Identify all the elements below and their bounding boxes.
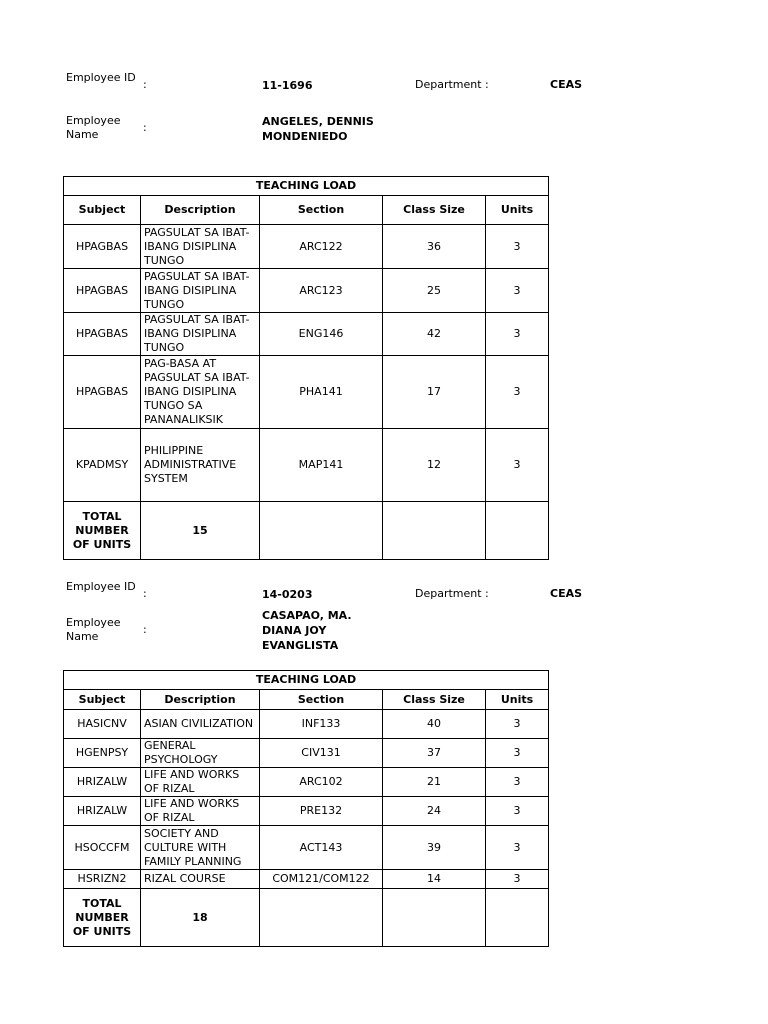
cell-units: 3 bbox=[486, 710, 549, 739]
employee-name-colon: : bbox=[143, 623, 147, 636]
cell-subject: HGENPSY bbox=[64, 739, 141, 768]
cell-class-size: 37 bbox=[383, 739, 486, 768]
header-subject: Subject bbox=[64, 196, 141, 225]
table-title: TEACHING LOAD bbox=[64, 177, 549, 196]
cell-units: 3 bbox=[486, 429, 549, 502]
department-value: CEAS bbox=[550, 78, 583, 91]
cell-section: ARC102 bbox=[260, 768, 383, 797]
cell-subject: HPAGBAS bbox=[64, 356, 141, 429]
department-label: Department : bbox=[415, 587, 489, 600]
cell-subject: HPAGBAS bbox=[64, 269, 141, 313]
table-row bbox=[64, 313, 549, 356]
header-section: Section bbox=[260, 196, 383, 225]
cell-section: INF133 bbox=[260, 710, 383, 739]
total-row bbox=[64, 889, 549, 947]
cell-section: ARC122 bbox=[260, 225, 383, 269]
table-row bbox=[64, 225, 549, 269]
cell-section: PRE132 bbox=[260, 797, 383, 826]
table-row bbox=[64, 269, 549, 313]
table-row bbox=[64, 710, 549, 739]
cell-subject: HSOCCFM bbox=[64, 826, 141, 870]
table-row bbox=[64, 429, 549, 502]
cell-subject: HRIZALW bbox=[64, 768, 141, 797]
cell-class-size: 42 bbox=[383, 313, 486, 356]
cell-section: ENG146 bbox=[260, 313, 383, 356]
cell-units: 3 bbox=[486, 225, 549, 269]
teaching-load-table-2 bbox=[63, 670, 549, 947]
empty-cell bbox=[260, 502, 383, 560]
cell-units: 3 bbox=[486, 356, 549, 429]
cell-class-size: 40 bbox=[383, 710, 486, 739]
total-units-value: 18 bbox=[141, 889, 260, 947]
cell-section: ARC123 bbox=[260, 269, 383, 313]
cell-class-size: 12 bbox=[383, 429, 486, 502]
cell-units: 3 bbox=[486, 797, 549, 826]
cell-class-size: 17 bbox=[383, 356, 486, 429]
total-units-label: TOTAL NUMBER OF UNITS bbox=[64, 889, 141, 947]
cell-units: 3 bbox=[486, 269, 549, 313]
header-subject: Subject bbox=[64, 690, 141, 710]
cell-subject: HPAGBAS bbox=[64, 313, 141, 356]
empty-cell bbox=[383, 502, 486, 560]
cell-class-size: 25 bbox=[383, 269, 486, 313]
cell-description: LIFE AND WORKS OF RIZAL bbox=[141, 768, 260, 797]
table-row bbox=[64, 356, 549, 429]
header-units: Units bbox=[486, 690, 549, 710]
employee-id-label: Employee ID bbox=[66, 71, 136, 84]
cell-description: SOCIETY AND CULTURE WITH FAMILY PLANNING bbox=[141, 826, 260, 870]
total-units-label: TOTAL NUMBER OF UNITS bbox=[64, 502, 141, 560]
cell-class-size: 36 bbox=[383, 225, 486, 269]
table-row bbox=[64, 870, 549, 889]
table-row bbox=[64, 768, 549, 797]
cell-description: PAG-BASA AT PAGSULAT SA IBAT-IBANG DISIPLINA TUNGO SA PANANALIKSIK bbox=[141, 356, 260, 429]
employee-id-colon: : bbox=[143, 78, 147, 91]
department-value: CEAS bbox=[550, 587, 583, 600]
cell-subject: HSRIZN2 bbox=[64, 870, 141, 889]
header-class-size: Class Size bbox=[383, 196, 486, 225]
cell-section: ACT143 bbox=[260, 826, 383, 870]
cell-section: PHA141 bbox=[260, 356, 383, 429]
cell-class-size: 24 bbox=[383, 797, 486, 826]
header-description: Description bbox=[141, 690, 260, 710]
table-row bbox=[64, 826, 549, 870]
cell-units: 3 bbox=[486, 826, 549, 870]
header-units: Units bbox=[486, 196, 549, 225]
employee-id-value: 14-0203 bbox=[262, 588, 313, 601]
cell-description: LIFE AND WORKS OF RIZAL bbox=[141, 797, 260, 826]
cell-description: RIZAL COURSE bbox=[141, 870, 260, 889]
table-title: TEACHING LOAD bbox=[64, 671, 549, 690]
cell-description: PAGSULAT SA IBAT-IBANG DISIPLINA TUNGO bbox=[141, 269, 260, 313]
employee-name-colon: : bbox=[143, 121, 147, 134]
cell-description: PHILIPPINE ADMINISTRATIVE SYSTEM bbox=[141, 429, 260, 502]
header-description: Description bbox=[141, 196, 260, 225]
empty-cell bbox=[486, 889, 549, 947]
total-units-value: 15 bbox=[141, 502, 260, 560]
cell-section: COM121/COM122 bbox=[260, 870, 383, 889]
cell-class-size: 39 bbox=[383, 826, 486, 870]
department-label: Department : bbox=[415, 78, 489, 91]
cell-description: PAGSULAT SA IBAT-IBANG DISIPLINA TUNGO bbox=[141, 225, 260, 269]
employee-name-label: Employee Name bbox=[66, 114, 121, 141]
empty-cell bbox=[260, 889, 383, 947]
cell-subject: HPAGBAS bbox=[64, 225, 141, 269]
cell-units: 3 bbox=[486, 313, 549, 356]
cell-units: 3 bbox=[486, 870, 549, 889]
employee-name-label: Employee Name bbox=[66, 616, 121, 643]
employee-id-value: 11-1696 bbox=[262, 79, 313, 92]
cell-class-size: 14 bbox=[383, 870, 486, 889]
empty-cell bbox=[486, 502, 549, 560]
cell-section: MAP141 bbox=[260, 429, 383, 502]
employee-id-label: Employee ID bbox=[66, 580, 136, 593]
teaching-load-table-1 bbox=[63, 176, 549, 560]
header-section: Section bbox=[260, 690, 383, 710]
table-row bbox=[64, 797, 549, 826]
employee-name-value: CASAPAO, MA. DIANA JOY EVANGLISTA bbox=[262, 609, 352, 652]
cell-subject: HRIZALW bbox=[64, 797, 141, 826]
cell-subject: KPADMSY bbox=[64, 429, 141, 502]
table-row bbox=[64, 739, 549, 768]
cell-description: ASIAN CIVILIZATION bbox=[141, 710, 260, 739]
cell-class-size: 21 bbox=[383, 768, 486, 797]
empty-cell bbox=[383, 889, 486, 947]
total-row bbox=[64, 502, 549, 560]
cell-subject: HASICNV bbox=[64, 710, 141, 739]
header-class-size: Class Size bbox=[383, 690, 486, 710]
cell-description: PAGSULAT SA IBAT-IBANG DISIPLINA TUNGO bbox=[141, 313, 260, 356]
cell-units: 3 bbox=[486, 739, 549, 768]
cell-units: 3 bbox=[486, 768, 549, 797]
cell-section: CIV131 bbox=[260, 739, 383, 768]
employee-name-value: ANGELES, DENNIS MONDENIEDO bbox=[262, 115, 374, 143]
employee-id-colon: : bbox=[143, 587, 147, 600]
cell-description: GENERAL PSYCHOLOGY bbox=[141, 739, 260, 768]
